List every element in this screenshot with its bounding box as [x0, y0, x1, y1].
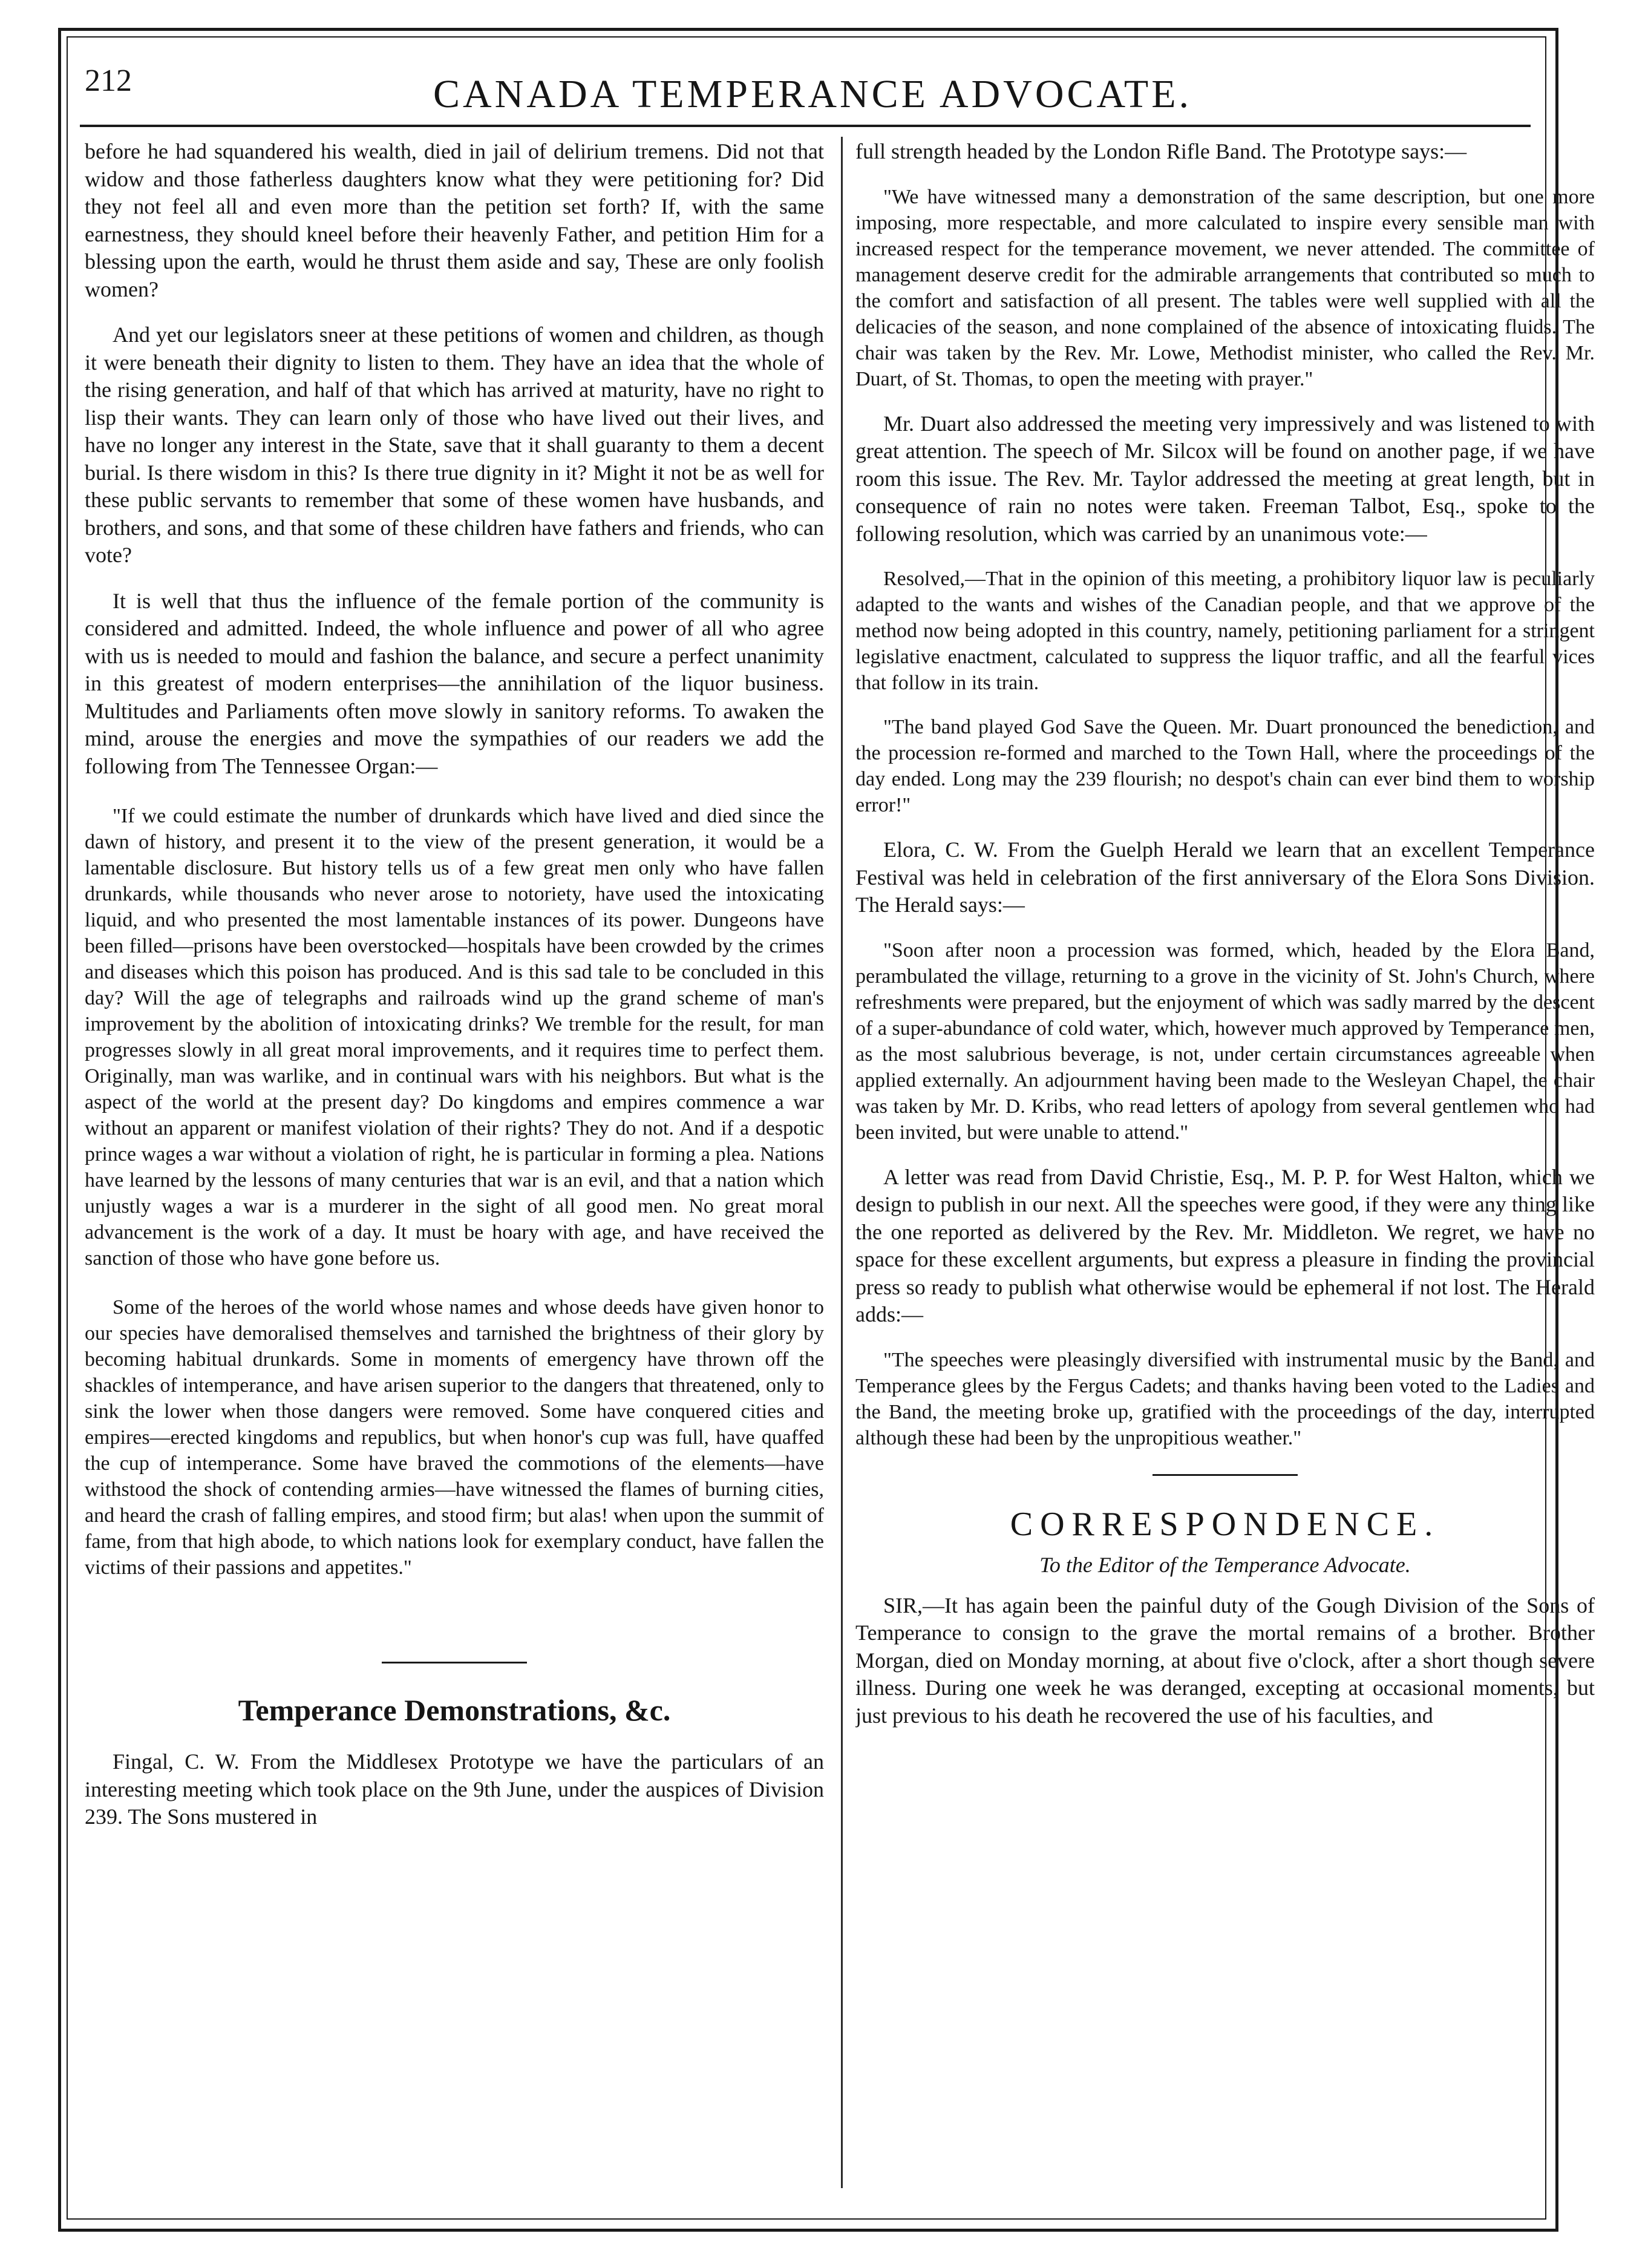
subheading: To the Editor of the Temperance Advocate. [1039, 1552, 1411, 1577]
resolution-paragraph: Resolved,—That in the opinion of this meeting, a prohibitory liquor law is peculiarly adapted to the wants and wishes of the Canadian people, and that we approve of the method now being adopted in this country, namely, petitioning parliament for a stringent legislative enactment, calculated to suppress the liquor traffic, and all the fearful vices that follow in its train. [855, 568, 1595, 694]
section-rule [382, 1662, 527, 1663]
quoted-paragraph: "The speeches were pleasingly diversified with instrumental music by the Band, and Temperance glees by the Fergus Cadets; and thanks having been voted to the Ladies and the Band, the meeting broke up, gratified with the proceedings of the day, interrupted although these had been by the unpropitious weather." [855, 1348, 1595, 1449]
right-column [855, 138, 1595, 1729]
paragraph: A letter was read from David Christie, Esq., M. P. P. for West Halton, which we design to publish in our next. All the speeches were good, if they were any thing like the one reported as delivered by the Rev. Mr. Middleton. We regret, we have no space for these excellent arguments, but express a pleasure in finding the provincial press so ready to publish what otherwise would be ephemeral if not lost. The Herald adds:— [855, 1164, 1595, 1326]
paragraph: Elora, C. W. From the Guelph Herald we learn that an excellent Temperance Festival was held in celebration of the first anniversary of the Elora Sons Division. The Herald says:— [855, 837, 1595, 917]
quoted-paragraph: "If we could estimate the number of drunkards which have lived and died since the dawn of history, and present it to the view of the present generation, it would be a lamentable disclosure. But history tells us of a few great men only who have fallen drunkards, while thousands who never arose to notoriety, have used the intoxicating liquid, and who presented the most lamentable instances of its power. Dungeons have been filled—prisons have been overstocked—hospitals have been crowded by the crimes and diseases which this poison has produced. And is this sad tale to be concluded in this day? Will the age of telegraphs and railroads wind up the grand scheme of man's improvement by the abolition of intoxicating drinks? We tremble for the result, for man progresses slowly in all great moral improvements, and it requires time to perfect them. Originally, man was warlike, and in continual wars with his neighbors. But what is the aspect of the world at the present day? Do kingdoms and empires commence a war without an apparent or manifest violation of their rights? They do not. And if a despotic prince wages a war without a violation of right, he is particular in forming a plea. Nations have learned by the lessons of many centuries that war is an evil, and that a nation which unjustly wages a war is a murderer in the sight of all good men. No great moral advancement is the work of a day. It must be hoary with age, and have received the sanction of those who have gone before us. [85, 805, 824, 1270]
quoted-paragraph: "We have witnessed many a demonstration of the same description, but one more imposing, more respectable, and more calculated to inspire every sensible man with increased respect for the temperance movement, we never attended. The committee of management deserve credit for the admirable arrangements that contributed so much to the comfort and satisfaction of all present. The tables were well supplied with all the delicacies of the season, and none complained of the absence of intoxicating fluids. The chair was taken by the Rev. Mr. Lowe, Methodist minister, who called the Rev. Mr. Duart, of St. Thomas, to open the meeting with prayer." [855, 185, 1595, 390]
page-title: CANADA TEMPERANCE ADVOCATE. [433, 72, 1192, 116]
quoted-paragraph: "Soon after noon a procession was formed, which, headed by the Elora Band, perambulated the village, returning to a grove in the vicinity of St. John's Church, where refreshments were prepared, but the enjoyment of which was sadly marred by the descent of a super-abundance of cold water, which, however much approved by Temperance men, as the most salubrious beverage, is not, under certain circumstances agreeable when applied externally. An adjournment having been made to the Wesleyan Chapel, the chair was taken by Mr. D. Kribs, who read letters of apology from several gentlemen who had been invited, but were unable to attend." [855, 939, 1595, 1144]
paragraph: before he had squandered his wealth, died in jail of delirium tremens. Did not that widow and those fatherless daughters know what they were petitioning for? Did they not feel all and even more than the petition set forth? If, with the same earnestness, they should kneel before their heavenly Father, and petition Him for a blessing upon the earth, would he thrust them aside and say, These are only foolish women? [85, 139, 824, 301]
paragraph: And yet our legislators sneer at these petitions of women and children, as though it were beneath their dignity to listen to them. They have an idea that the whole of the rising generation, and half of that which has arrived at maturity, have no right to lisp their wants. They can learn only of those who have lived out their lives, and have no longer any interest in the State, save that it shall guaranty to them a decent burial. Is there wisdom in this? Is there true dignity in it? Might it not be as well for these public servants to remember that some of these women have husbands, and brothers, and sons, and that some of these children have fathers and friends, who can vote? [85, 323, 824, 567]
paragraph: Fingal, C. W. From the Middlesex Prototype we have the particulars of an interesting meeting which took place on the 9th June, under the auspices of Division 239. The Sons mustered in [85, 1749, 824, 1829]
quoted-paragraph: "The band played God Save the Queen. Mr. Duart pronounced the benediction, and the procession re-formed and marched to the Town Hall, where the proceedings of the day ended. Long may the 239 flourish; no despot's chain can ever bind them to worship error!" [855, 716, 1595, 816]
section-rule [1153, 1474, 1298, 1476]
section-heading: Temperance Demonstrations, &c. [238, 1693, 671, 1727]
column-divider [841, 137, 843, 2188]
spacer [85, 1604, 824, 1662]
paragraph: Mr. Duart also addressed the meeting very impressively and was listened to with great attention. The speech of Mr. Silcox will be found on another page, if we have room this issue. The Rev. Mr. Taylor addressed the meeting at great length, but in consequence of rain no notes were taken. Freeman Talbot, Esq., spoke to the following resolution, which was carried by an unanimous vote:— [855, 411, 1595, 546]
paragraph: SIR,—It has again been the painful duty of the Gough Division of the Sons of Temperance to consign to the grave the mortal remains of a brother. Brother Morgan, died on Monday morning, at about five o'clock, after a short though severe illness. During one week he was deranged, excepting at occasional moments, but just previous to his death he recovered the use of his faculties, and [855, 1593, 1595, 1728]
page-number: 212 [85, 64, 132, 98]
quoted-paragraph: Some of the heroes of the world whose names and whose deeds have given honor to our species have demoralised themselves and tarnished the brightness of their glory by becoming habitual drunkards. Some in moments of emergency have thrown off the shackles of intemperance, and have arisen superior to the dangers that threatened, only to sink the lower when those dangers were removed. Some have conquered cities and empires—erected kingdoms and republics, but when honor's cup was full, have quaffed the cup of intemperance. Some have braved the commotions of the elements—have withstood the shock of contending armies—have witnessed the flames of burning cities, and heard the crash of falling empires, and stood firm; but alas! when upon the summit of fame, from that high abode, to which nations look for exemplary conduct, have fallen the victims of their passions and appetites." [85, 1296, 824, 1579]
header-rule [80, 125, 1531, 127]
paragraph: It is well that thus the influence of the female portion of the community is considered and admitted. Indeed, the whole influence and power of all who agree with us is needed to mould and fashion the balance, and secure a perfect unanimity in this greatest of modern enterprises—the annihilation of the liquor business. Multitudes and Parliaments often move slowly in sanitory reforms. To awaken the mind, arouse the energies and move the sympathies of our readers we add the following from The Tennessee Organ:— [85, 588, 824, 778]
paragraph: full strength headed by the London Rifle Band. The Prototype says:— [855, 139, 1467, 163]
left-column [85, 138, 824, 1831]
section-heading: CORRESPONDENCE. [1010, 1505, 1440, 1543]
